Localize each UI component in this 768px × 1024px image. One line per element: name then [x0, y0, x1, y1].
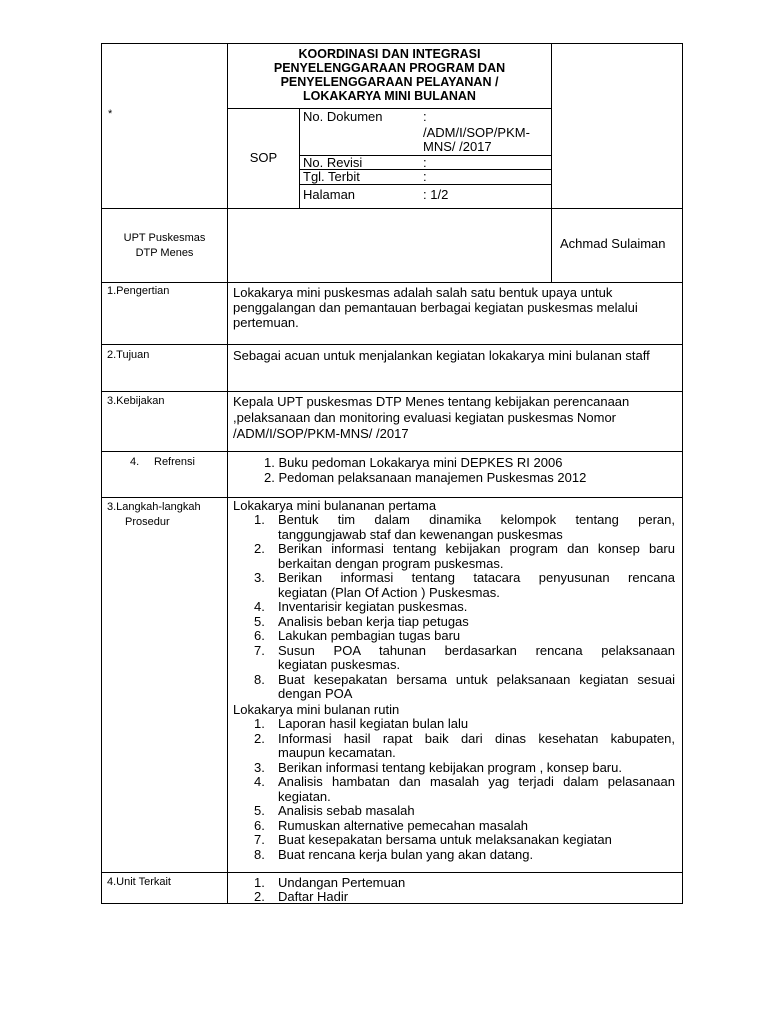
tgl-terbit-label: Tgl. Terbit [303, 169, 360, 184]
title-line: LOKAKARYA MINI BULANAN [303, 89, 476, 103]
step-text-line: Bentuk tim dalam dinamika kelompok tentang peran, [278, 512, 675, 527]
halaman-label: Halaman [303, 187, 356, 202]
procedure-step [254, 542, 675, 571]
table-border-left [101, 43, 102, 904]
step-text-line: Buat kesepakatan bersama untuk melaksanakan kegiatan [278, 832, 612, 847]
step-text-line: berkaitan dengan program puskesmas. [278, 555, 504, 571]
section-label-pengertian: 1.Pengertian [107, 285, 170, 297]
step-text [278, 804, 675, 819]
no-dokumen-value-line: MNS/ /2017 [423, 139, 492, 154]
step-text-line: kegiatan puskesmas. [278, 657, 401, 672]
organization-line: DTP Menes [135, 247, 194, 259]
step-number: 5. [254, 803, 265, 818]
step-text-line: kegiatan. [278, 788, 331, 804]
step-number: 3. [254, 570, 265, 585]
unit-terkait-number: 1. [254, 875, 265, 890]
procedure-step [254, 848, 675, 863]
step-text [278, 644, 675, 673]
step-text-line: Berikan informasi tentang kebijakan program , konsep baru. [278, 759, 622, 775]
procedure-step [254, 804, 675, 819]
step-number: 7. [254, 642, 265, 658]
organization-line: UPT Puskesmas [123, 232, 206, 244]
title-line: KOORDINASI DAN INTEGRASI [298, 47, 481, 61]
no-dokumen-colon: : [423, 109, 427, 124]
step-text-line: Informasi hasil rapat baik dari dinas kesehatan kabupaten, [278, 730, 675, 746]
title-line: PENYELENGGARAAN PELAYANAN / [280, 75, 499, 89]
step-number: 6. [254, 628, 265, 643]
step-text-line: Rumuskan alternative pemecahan masalah [278, 817, 529, 833]
no-dokumen-label: No. Dokumen [303, 109, 383, 124]
signature-column-divider [551, 43, 552, 282]
step-text [278, 717, 675, 732]
step-text-line: Analisis beban kerja tiap petugas [278, 613, 469, 629]
referensi-item: 2. Pedoman pelaksanaan manajemen Puskesmas 2012 [264, 470, 587, 485]
step-number: 1. [254, 512, 265, 527]
prosedur-part1-title: Lokakarya mini bulananan pertama [233, 498, 437, 513]
step-number: 3. [254, 759, 265, 775]
section-text-pengertian: Lokakarya mini puskesmas adalah salah satu bentuk upaya untuk penggalangan dan pemantauan berbagai kegiatan puskesmas melalui pertemuan. [233, 285, 638, 330]
step-text [278, 629, 675, 644]
signatory-name: Achmad Sulaiman [560, 236, 666, 251]
field-divider [299, 184, 551, 185]
step-text [278, 848, 675, 863]
step-text [278, 732, 675, 761]
step-text [278, 819, 675, 834]
step-text-line: Buat rencana kerja bulan yang akan datang. [278, 846, 534, 862]
procedure-step [254, 761, 675, 776]
procedure-step [254, 600, 675, 615]
step-number: 8. [254, 671, 265, 687]
halaman-value: : 1/2 [423, 187, 449, 202]
prosedur-part2-list [254, 717, 675, 862]
referensi-list [264, 455, 586, 485]
step-text [278, 775, 675, 804]
step-number: 2. [254, 730, 265, 746]
procedure-step [254, 833, 675, 848]
referensi-item: 1. Buku pedoman Lokakarya mini DEPKES RI 2006 [264, 455, 563, 470]
row-divider [101, 208, 683, 209]
unit-terkait-number: 2. [254, 889, 265, 904]
section-label-referensi-number: 4. [130, 456, 140, 468]
tgl-terbit-value: : [423, 169, 427, 184]
step-text [278, 615, 675, 630]
step-text [278, 513, 675, 542]
organization-name [102, 231, 227, 261]
step-number: 5. [254, 613, 265, 629]
sop-divider [299, 108, 300, 208]
row-divider [101, 451, 683, 452]
procedure-step [254, 819, 675, 834]
row-divider [101, 391, 683, 392]
step-number: 2. [254, 541, 265, 556]
step-text-line: Buat kesepakatan bersama untuk pelaksanaan kegiatan sesuai [278, 671, 675, 687]
step-text-line: Berikan informasi tentang kebijakan program dan konsep baru [278, 541, 675, 556]
step-text-line: Lakukan pembagian tugas baru [278, 628, 461, 643]
step-number: 1. [254, 716, 265, 731]
step-text-line: maupun kecamatan. [278, 745, 396, 760]
procedure-step [254, 732, 675, 761]
unit-terkait-text: Undangan Pertemuan [278, 875, 406, 890]
prosedur-part1-list [254, 513, 675, 702]
step-text-line: Susun POA tahunan berdasarkan rencana pelaksanaan [278, 642, 675, 658]
document-title [228, 47, 551, 103]
step-text [278, 542, 675, 571]
procedure-step [254, 775, 675, 804]
section-label-referensi: Refrensi [154, 456, 195, 468]
step-text [278, 833, 675, 848]
step-text [278, 571, 675, 600]
no-revisi-label: No. Revisi [303, 155, 363, 170]
table-border-right [682, 43, 683, 904]
step-number: 8. [254, 846, 265, 862]
step-number: 4. [254, 774, 265, 789]
step-text [278, 673, 675, 702]
prosedur-part2-title: Lokakarya mini bulanan rutin [233, 702, 400, 717]
row-divider [101, 344, 683, 345]
label-column-divider [227, 43, 228, 904]
unit-terkait-list [254, 876, 405, 904]
unit-terkait-item [254, 890, 405, 904]
unit-terkait-text: Daftar Hadir [278, 889, 349, 904]
step-text [278, 600, 675, 615]
row-divider [101, 872, 683, 873]
procedure-step [254, 644, 675, 673]
procedure-step [254, 513, 675, 542]
procedure-step [254, 673, 675, 702]
step-text [278, 761, 675, 776]
no-dokumen-value-line: /ADM/I/SOP/PKM- [423, 125, 530, 140]
no-revisi-value: : [423, 155, 427, 170]
section-label-unit-terkait: 4.Unit Terkait [107, 876, 171, 888]
step-text-line: kegiatan (Plan Of Action ) Puskesmas. [278, 584, 500, 600]
section-text-tujuan: Sebagai acuan untuk menjalankan kegiatan lokakarya mini bulanan staff [233, 348, 650, 363]
section-label-kebijakan: 3.Kebijakan [107, 395, 165, 407]
title-line: PENYELENGGARAAN PROGRAM DAN [273, 61, 506, 75]
no-dokumen-value [423, 126, 530, 154]
title-divider [227, 108, 551, 109]
procedure-step [254, 717, 675, 732]
step-number: 6. [254, 817, 265, 833]
table-border-top [101, 43, 683, 44]
step-text-line: Analisis sebab masalah [278, 803, 415, 818]
section-text-kebijakan: Kepala UPT puskesmas DTP Menes tentang kebijakan perencanaan ,pelaksanaan dan monitoring evaluasi kegiatan puskesmas Nomor /ADM/I/SOP/PKM-MNS/ /2017 [233, 394, 630, 441]
step-text-line: Inventarisir kegiatan puskesmas. [278, 599, 468, 614]
prosedur-label-line: Prosedur [125, 516, 170, 528]
procedure-step [254, 615, 675, 630]
procedure-step [254, 571, 675, 600]
step-text-line: Analisis hambatan dan masalah yag terjadi dalam pelasanaan [278, 774, 675, 789]
step-text-line: Laporan hasil kegiatan bulan lalu [278, 716, 469, 731]
unit-terkait-item [254, 876, 405, 890]
row-divider [101, 282, 683, 283]
step-number: 7. [254, 832, 265, 847]
step-text-line: dengan POA [278, 686, 353, 701]
section-label-tujuan: 2.Tujuan [107, 349, 150, 361]
asterisk-mark: * [108, 108, 113, 120]
step-text-line: Berikan informasi tentang tatacara penyusunan rencana [278, 570, 675, 585]
procedure-step [254, 629, 675, 644]
prosedur-label-line: 3.Langkah-langkah [107, 501, 201, 513]
step-text-line: tanggungjawab staf dan kewenangan puskesmas [278, 526, 563, 542]
step-number: 4. [254, 599, 265, 614]
sop-label: SOP [249, 150, 278, 165]
section-label-prosedur [107, 500, 201, 530]
